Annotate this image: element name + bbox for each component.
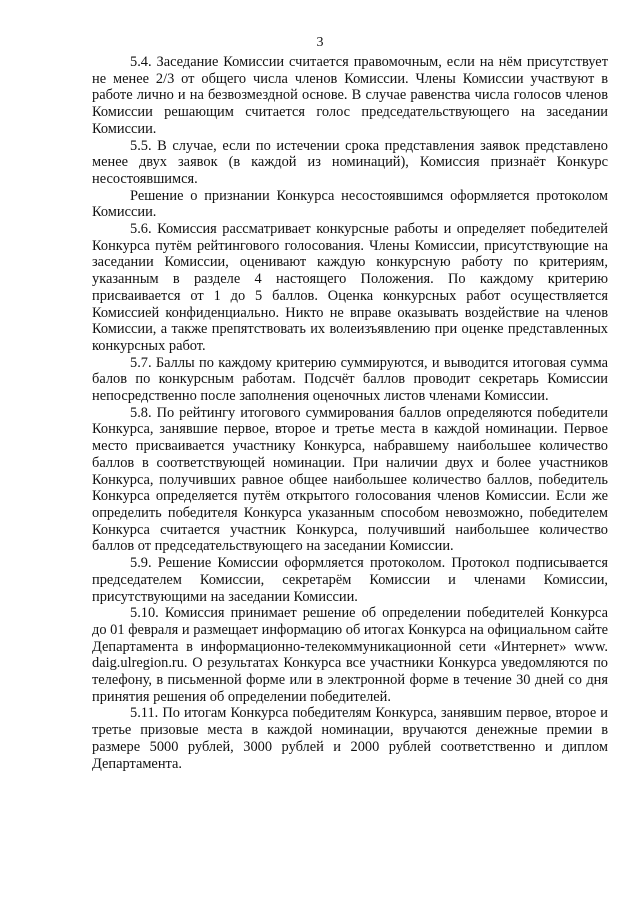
paragraph-5-9: 5.9. Решение Комиссии оформляется протоколом. Протокол подписывается председателем Комиссии, секретарём Комиссии и членами Комиссии, присутствующими на заседании Комиссии.	[92, 555, 608, 605]
page-number: 3	[316, 35, 324, 50]
paragraph-5-10: 5.10. Комиссия принимает решение об определении победителей Конкурса до 01 февраля и размещает информацию об итогах Конкурса на официальном сайте Департамента в информационно-телекоммуникационной сети «Интернет» www. daig.ulregion.ru. О результатах Конкурса все участники Конкурса уведомляются по телефону, в письменной форме или в электронной форме в течение 30 дней со дня принятия решения об определении победителей.	[92, 605, 608, 705]
paragraph-5-4: 5.4. Заседание Комиссии считается правомочным, если на нём присутствует не менее 2/3 от общего числа членов Комиссии. Члены Комиссии участвуют в работе лично и на безвозмездной основе. В случае равенства числа голосов членов Комиссии решающим считается голос председательствующего на заседании Комиссии.	[92, 54, 608, 137]
document-body	[92, 54, 608, 772]
paragraph-5-11: 5.11. По итогам Конкурса победителям Конкурса, занявшим первое, второе и третье призовые места в каждой номинации, вручаются денежные премии в размере 5000 рублей, 3000 рублей и 2000 рублей соответственно и диплом Департамента.	[92, 705, 608, 772]
paragraph-5-6: 5.6. Комиссия рассматривает конкурсные работы и определяет победителей Конкурса путём рейтингового голосования. Члены Комиссии, присутствующие на заседании Комиссии, оценивают каждую конкурсную работу по критериям, указанным в разделе 4 настоящего Положения. По каждому критерию присваивается от 1 до 5 баллов. Оценка конкурсных работ осуществляется Комиссией конфиденциально. Никто не вправе оказывать воздействие на членов Комиссии, а также препятствовать их волеизъявлению при оценке представленных конкурсных работ.	[92, 221, 608, 354]
paragraph-5-8: 5.8. По рейтингу итогового суммирования баллов определяются победители Конкурса, занявшие первое, второе и третье места в каждой номинации. Первое место присваивается участнику Конкурса, набравшему наибольшее количество баллов в соответствующей номинации. При наличии двух и более участников Конкурса, получивших равное общее наибольшее количество баллов, победитель Конкурса определяется путём открытого голосования членов Комиссии. Если же определить победителя Конкурса указанным способом невозможно, победителем Конкурса считается участник Конкурса, получивший наибольшее количество баллов от председательствующего на заседании Комиссии.	[92, 404, 608, 555]
paragraph-5-7: 5.7. Баллы по каждому критерию суммируются, и выводится итоговая сумма балов по конкурсным работам. Подсчёт баллов проводит секретарь Комиссии непосредственно после заполнения оценочных листов членами Комиссии.	[92, 354, 608, 405]
paragraph-5-5: 5.5. В случае, если по истечении срока представления заявок представлено менее двух заявок (в каждой из номинаций), Комиссия признаёт Конкурс несостоявшимся.	[92, 137, 608, 187]
paragraph-decision: Решение о признании Конкурса несостоявшимся оформляется протоколом Комиссии.	[92, 187, 608, 221]
